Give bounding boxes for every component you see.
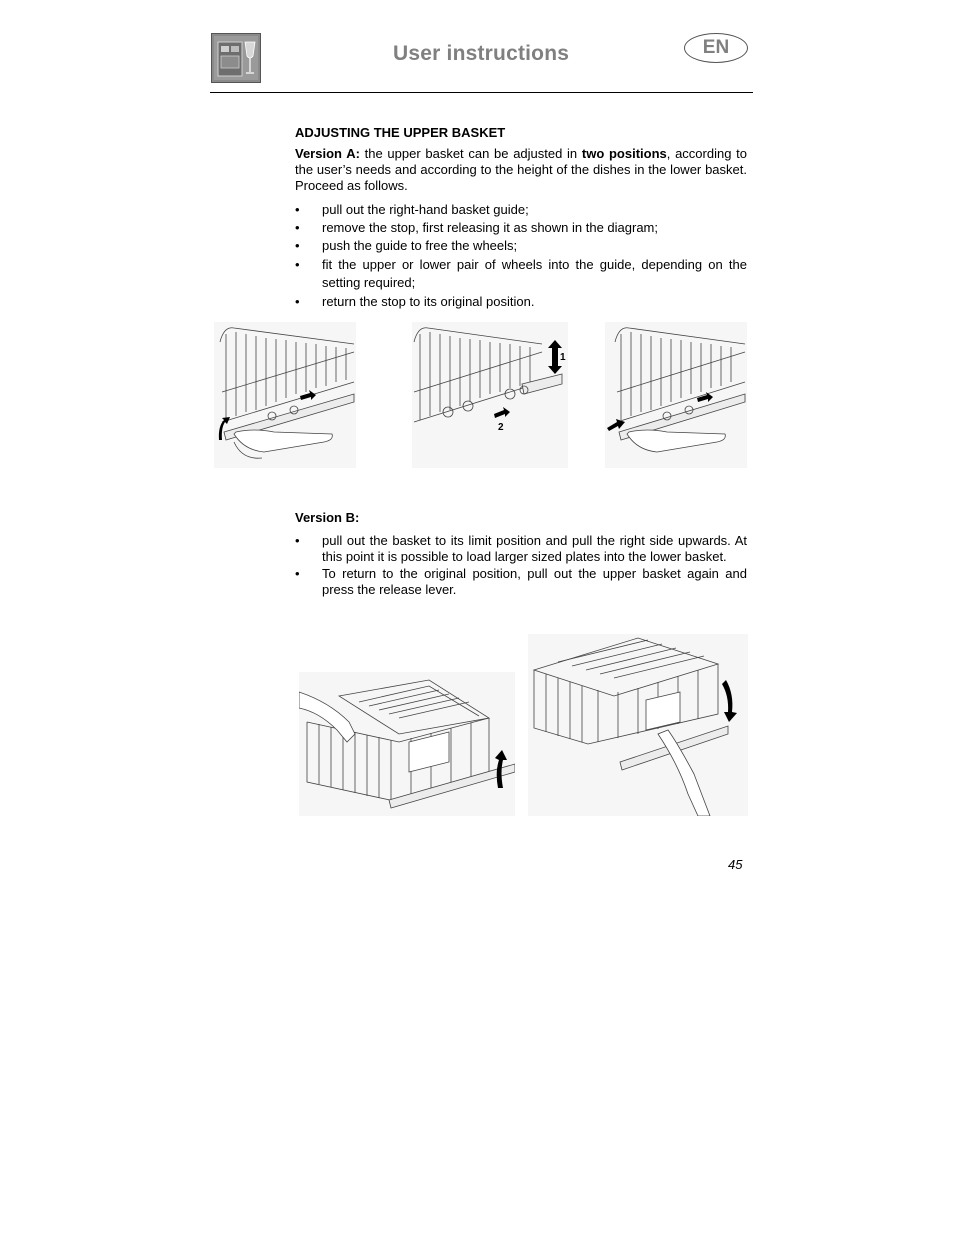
basket-lower-figure bbox=[528, 634, 748, 816]
page-number: 45 bbox=[728, 857, 743, 872]
list-item: • fit the upper or lower pair of wheels into the guide, depending on the setting required; bbox=[295, 256, 747, 292]
list-item: • pull out the right-hand basket guide; bbox=[295, 202, 747, 218]
version-a-text-2: , according to the user’s needs and according to the height of the dishes in the lower basket. Proceed as follows. bbox=[295, 146, 747, 193]
version-a-label: Version A: bbox=[295, 146, 360, 161]
dishwasher-glass-logo-icon bbox=[211, 33, 261, 83]
basket-lift-figure bbox=[299, 672, 515, 816]
arrow-label-1: 1 bbox=[560, 352, 566, 363]
basket-guide-figure-2 bbox=[412, 322, 568, 468]
version-a-bold: two positions bbox=[581, 146, 667, 161]
list-item: • push the guide to free the wheels; bbox=[295, 238, 747, 254]
version-a-text-1: the upper basket can be adjusted in bbox=[364, 146, 578, 161]
version-b-steps bbox=[295, 533, 747, 598]
list-item: • remove the stop, first releasing it as shown in the diagram; bbox=[295, 220, 747, 236]
language-badge: EN bbox=[684, 33, 748, 63]
section-heading: ADJUSTING THE UPPER BASKET bbox=[295, 125, 506, 140]
list-item: • return the stop to its original position. bbox=[295, 294, 747, 310]
version-b-label: Version B: bbox=[295, 510, 360, 525]
page-title: User instructions bbox=[393, 42, 570, 65]
header-divider bbox=[210, 92, 753, 93]
version-a-steps bbox=[295, 202, 747, 310]
list-item: • pull out the basket to its limit position and pull the right side upwards. At this point it is possible to load larger sized plates into the lower basket. bbox=[295, 533, 747, 565]
version-a-paragraph bbox=[295, 146, 747, 194]
arrow-label-2: 2 bbox=[498, 422, 504, 433]
list-item: • To return to the original position, pull out the upper basket again and press the release lever. bbox=[295, 566, 747, 598]
basket-guide-figure-1 bbox=[214, 322, 356, 468]
basket-guide-figure-3 bbox=[605, 322, 747, 468]
